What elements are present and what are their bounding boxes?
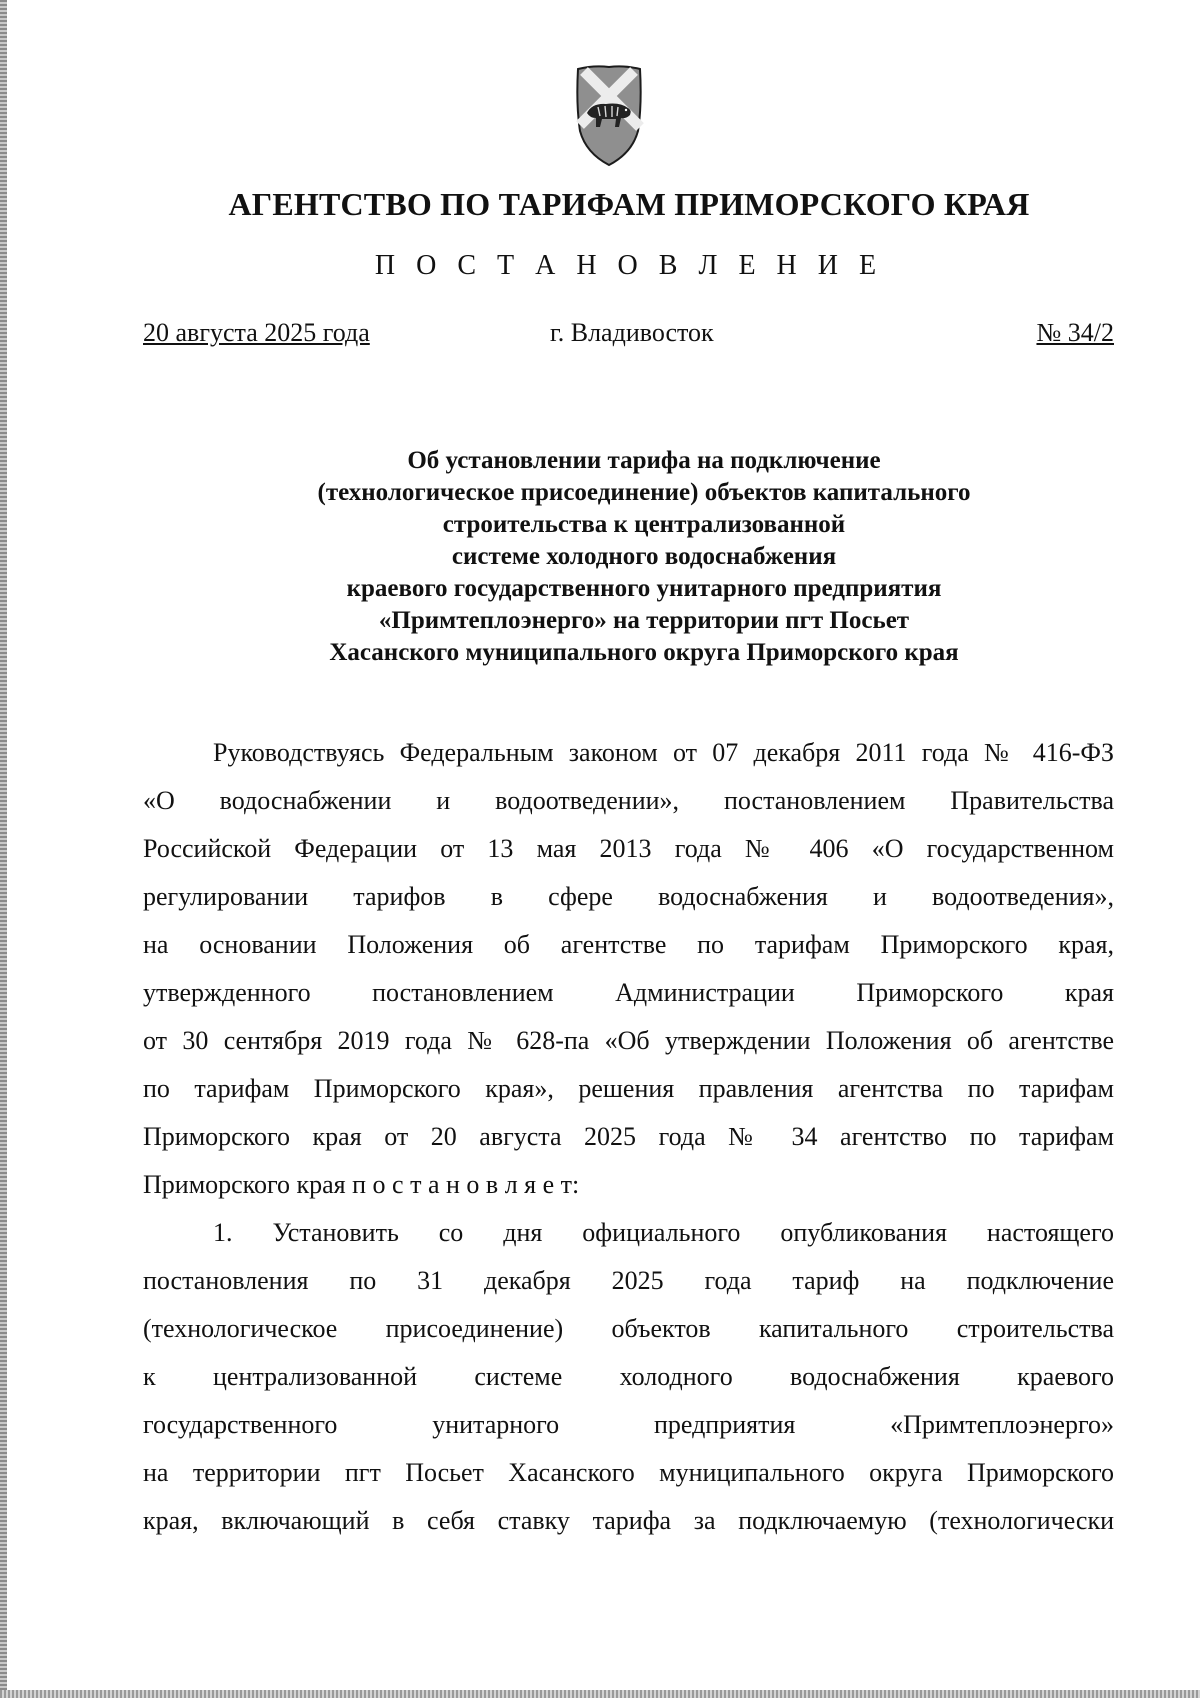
body-line: Приморского края от 20 августа 2025 года № 34 агентство по тарифам xyxy=(143,1122,1114,1151)
document-number: № 34/2 xyxy=(1036,318,1114,347)
document-date: 20 августа 2025 года xyxy=(143,318,370,347)
body-line: «О водоснабжении и водоотведении», постановлением Правительства xyxy=(143,786,1114,815)
body-line: по тарифам Приморского края», решения правления агентства по тарифам xyxy=(143,1074,1114,1103)
document-type: П О С Т А Н О В Л Е Н И Е xyxy=(374,250,884,281)
body-line: 1. Установить со дня официального опубликования настоящего xyxy=(213,1218,1114,1247)
document-subject xyxy=(0,445,1200,669)
subject-line: системе холодного водоснабжения xyxy=(451,543,837,570)
body-line: утвержденного постановлением Администрации Приморского края xyxy=(143,978,1114,1007)
coat-of-arms-icon xyxy=(574,61,644,169)
subject-line: «Примтеплоэнерго» на территории пгт Посьет xyxy=(378,607,910,634)
subject-line: (технологическое присоединение) объектов капитального xyxy=(317,479,971,506)
agency-name: АГЕНТСТВО ПО ТАРИФАМ ПРИМОРСКОГО КРАЯ xyxy=(228,186,1030,222)
body-line: Приморского края п о с т а н о в л я е т: xyxy=(143,1170,580,1199)
subject-line: Хасанского муниципального округа Приморского края xyxy=(329,639,959,666)
body-line: к централизованной системе холодного водоснабжения краевого xyxy=(143,1362,1114,1391)
document-body xyxy=(143,738,1114,1554)
body-line: от 30 сентября 2019 года № 628-па «Об утверждении Положения об агентстве xyxy=(143,1026,1114,1055)
body-line: (технологическое присоединение) объектов капитального строительства xyxy=(143,1314,1114,1343)
body-line: Руководствуясь Федеральным законом от 07 декабря 2011 года № 416-ФЗ xyxy=(213,738,1114,767)
body-line: на основании Положения об агентстве по тарифам Приморского края, xyxy=(143,930,1114,959)
body-line: государственного унитарного предприятия «Примтеплоэнерго» xyxy=(143,1410,1114,1439)
body-line: на территории пгт Посьет Хасанского муниципального округа Приморского xyxy=(143,1458,1114,1487)
body-line: постановления по 31 декабря 2025 года тариф на подключение xyxy=(143,1266,1114,1295)
body-line: края, включающий в себя ставку тарифа за подключаемую (технологически xyxy=(143,1506,1114,1535)
subject-line: строительства к централизованной xyxy=(442,511,846,538)
document-city: г. Владивосток xyxy=(550,318,714,347)
body-line: регулировании тарифов в сфере водоснабжения и водоотведения», xyxy=(143,882,1114,911)
scan-bottom-edge xyxy=(0,1690,1200,1698)
subject-line: краевого государственного унитарного предприятия xyxy=(346,575,942,602)
body-line: Российской Федерации от 13 мая 2013 года № 406 «О государственном xyxy=(143,834,1114,863)
subject-line: Об установлении тарифа на подключение xyxy=(407,447,881,474)
